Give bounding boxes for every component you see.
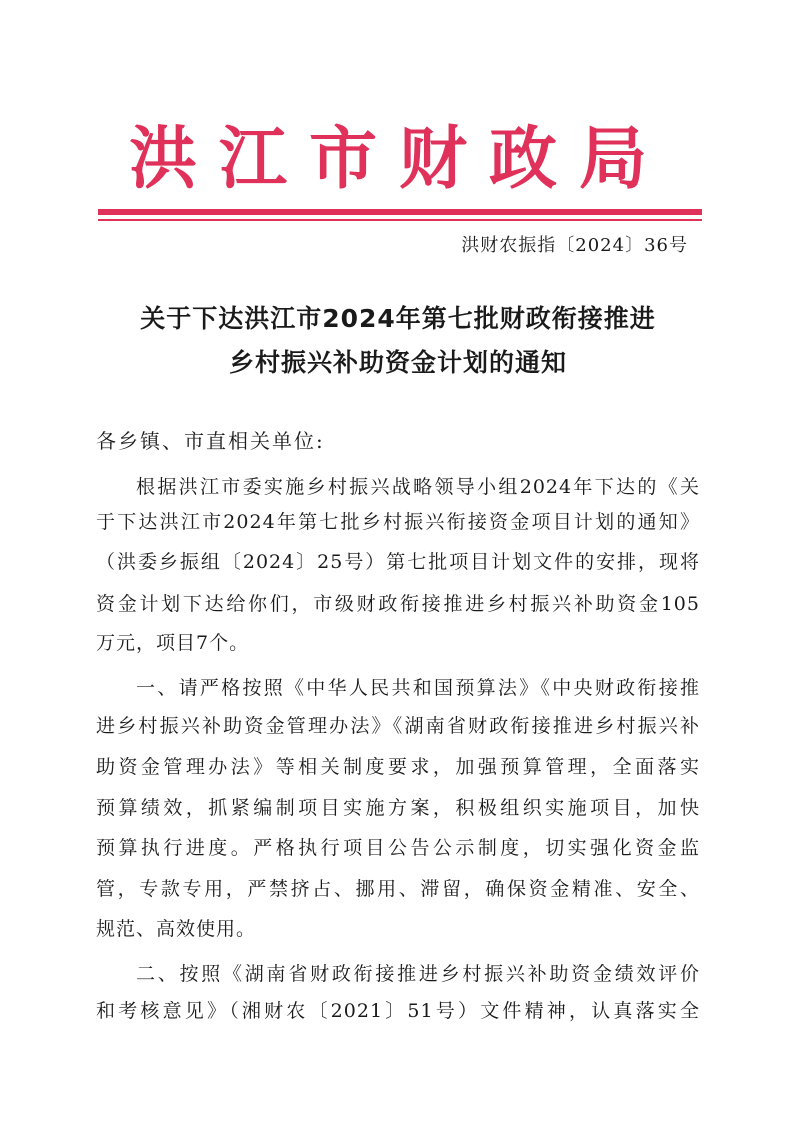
- body-line: 二、按照《湖南省财政衔接推进乡村振兴补助资金绩效评价: [136, 963, 700, 985]
- body-line: 预算绩效，抓紧编制项目实施方案，积极组织实施项目，加快: [96, 797, 700, 819]
- body-line: 万元，项目7个。: [96, 632, 250, 654]
- body-line: 于下达洪江市2024年第七批乡村振兴衔接资金项目计划的通知》: [96, 511, 700, 533]
- body-line: 管，专款专用，严禁挤占、挪用、滞留，确保资金精准、安全、: [96, 878, 700, 900]
- body-line: 进乡村振兴补助资金管理办法》《湖南省财政衔接推进乡村振兴补: [96, 715, 700, 737]
- body-line: （洪委乡振组〔2024〕25号）第七批项目计划文件的安排，现将: [96, 551, 700, 573]
- header-divider-thick: [98, 209, 702, 215]
- body-line: 助资金管理办法》等相关制度要求，加强预算管理，全面落实: [96, 756, 700, 778]
- body-line: 预算执行进度。严格执行项目公告公示制度，切实强化资金监: [96, 837, 700, 859]
- body-line: 资金计划下达给你们，市级财政衔接推进乡村振兴补助资金105: [96, 593, 700, 615]
- document-number: 洪财农振指〔2024〕36号: [461, 235, 688, 256]
- body-line: 根据洪江市委实施乡村振兴战略领导小组2024年下达的《关: [136, 476, 700, 498]
- document-title-line-2: 乡村振兴补助资金计划的通知: [228, 348, 567, 377]
- salutation: 各乡镇、市直相关单位:: [96, 429, 325, 453]
- header-divider-thin: [98, 219, 702, 221]
- body-line: 一、请严格按照《中华人民共和国预算法》《中央财政衔接推: [136, 677, 700, 699]
- body-line: 规范、高效使用。: [96, 918, 257, 940]
- document-title-line-1: 关于下达洪江市2024年第七批财政衔接推进: [140, 304, 656, 333]
- organization-header: 洪江市财政局: [128, 119, 669, 199]
- body-line: 和考核意见》（湘财农〔2021〕51号）文件精神，认真落实全: [96, 1000, 700, 1022]
